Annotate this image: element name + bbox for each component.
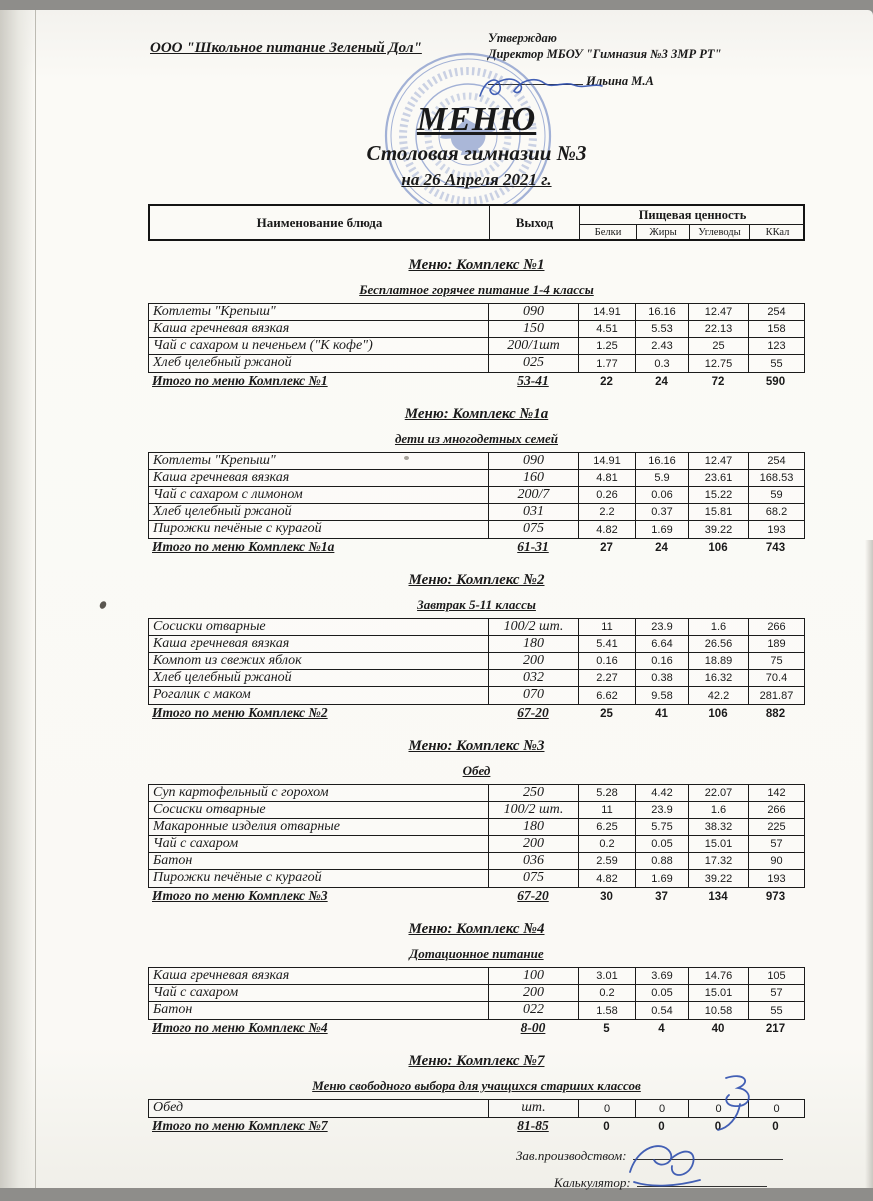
nutrition-value: 22.13 — [689, 321, 749, 338]
director-signature — [476, 72, 606, 106]
section-title: Меню: Комплекс №1 — [408, 257, 545, 273]
calculator-label: Калькулятор: — [554, 1175, 631, 1190]
total-value: 217 — [765, 1022, 786, 1035]
dish-name: Батон — [149, 1002, 489, 1019]
section-total-row — [148, 705, 805, 722]
nutrition-value: 266 — [749, 802, 804, 819]
col-header-fat: Жиры — [637, 225, 690, 239]
total-label: Итого по меню Комплекс №3 — [152, 888, 328, 903]
nutrition-value: 0.54 — [636, 1002, 689, 1019]
dish-name: Суп картофельный с горохом — [149, 785, 489, 802]
total-label: Итого по меню Комплекс №2 — [152, 705, 328, 720]
nutrition-value: 17.32 — [689, 853, 749, 870]
nutrition-value: 11 — [579, 802, 636, 819]
nutrition-value: 38.32 — [689, 819, 749, 836]
dish-name: Рогалик с маком — [149, 687, 489, 704]
dish-output: 100/2 шт. — [489, 802, 579, 819]
total-value: 0 — [772, 1120, 779, 1133]
dish-name: Чай с сахаром и печеньем ("К кофе") — [149, 338, 489, 355]
total-label: Итого по меню Комплекс №4 — [152, 1020, 328, 1035]
nutrition-value: 2.43 — [636, 338, 689, 355]
total-value: 22 — [600, 375, 613, 388]
total-value: 0 — [603, 1120, 610, 1133]
col-header-carbs: Углеводы — [690, 225, 750, 239]
nutrition-value: 55 — [770, 1004, 783, 1017]
production-manager-label: Зав.производством: — [516, 1148, 627, 1163]
nutrition-value: 5.41 — [579, 636, 636, 653]
section-subtitle: Обед — [462, 763, 491, 778]
document-content — [148, 30, 805, 1201]
nutrition-value: 105 — [749, 968, 804, 985]
paper-left-edge — [0, 10, 36, 1188]
section-total-row — [148, 373, 805, 390]
nutrition-value: 6.64 — [636, 636, 689, 653]
nutrition-value: 11 — [579, 619, 636, 636]
signature-scribble-complex7 — [700, 1072, 764, 1134]
total-value: 882 — [765, 707, 786, 720]
dish-output: 070 — [489, 687, 579, 704]
nutrition-value: 0.16 — [579, 653, 636, 670]
dish-name: Чай с сахаром — [149, 985, 489, 1002]
nutrition-value: 1.77 — [579, 355, 636, 372]
col-header-protein: Белки — [580, 225, 637, 239]
nutrition-value: 16.16 — [636, 453, 689, 470]
nutrition-value: 75 — [749, 653, 804, 670]
menu-date: на 26 Апреля 2021 г. — [401, 170, 552, 189]
dish-output: 022 — [489, 1002, 579, 1019]
dish-name: Каша гречневая вязкая — [149, 968, 489, 985]
dish-output: шт. — [489, 1100, 579, 1117]
nutrition-value: 4.42 — [636, 785, 689, 802]
total-value: 4 — [658, 1022, 665, 1035]
section-subtitle: Меню свободного выбора для учащихся старших классов — [312, 1078, 641, 1093]
nutrition-value: 0.3 — [636, 355, 689, 372]
nutrition-value: 25 — [689, 338, 749, 355]
nutrition-value: 14.91 — [579, 453, 636, 470]
nutrition-value: 281.87 — [759, 689, 794, 702]
nutrition-value: 57 — [749, 985, 804, 1002]
nutrition-value: 225 — [749, 819, 804, 836]
nutrition-value: 0 — [636, 1100, 689, 1117]
nutrition-value: 90 — [749, 853, 804, 870]
dish-output: 180 — [489, 819, 579, 836]
total-label: Итого по меню Комплекс №7 — [152, 1118, 328, 1133]
dish-output: 090 — [489, 304, 579, 321]
nutrition-value: 55 — [770, 357, 783, 370]
total-value: 40 — [711, 1022, 725, 1035]
dish-output: 100/2 шт. — [489, 619, 579, 636]
dish-output: 075 — [489, 521, 579, 538]
nutrition-value: 39.22 — [689, 521, 749, 538]
nutrition-value: 16.16 — [636, 304, 689, 321]
nutrition-value: 14.76 — [689, 968, 749, 985]
dish-name: Котлеты "Крепыш" — [149, 453, 489, 470]
menu-sections — [148, 255, 805, 1135]
section-title: Меню: Комплекс №1а — [404, 406, 549, 422]
nutrition-value: 14.91 — [579, 304, 636, 321]
nutrition-value: 266 — [749, 619, 804, 636]
col-header-dish: Наименование блюда — [150, 206, 490, 239]
nutrition-value: 3.69 — [636, 968, 689, 985]
dish-output: 150 — [489, 321, 579, 338]
total-value: 72 — [711, 375, 725, 388]
nutrition-value: 9.58 — [636, 687, 689, 704]
dish-name: Хлеб целебный ржаной — [149, 504, 489, 521]
nutrition-value: 0.38 — [636, 670, 689, 687]
nutrition-value: 15.01 — [689, 836, 749, 853]
total-value: 0 — [658, 1120, 665, 1133]
total-value: 973 — [765, 890, 786, 903]
dish-output: 200 — [489, 985, 579, 1002]
page-title: МЕНЮ — [416, 101, 537, 138]
dish-output: 090 — [489, 453, 579, 470]
col-header-kcal: ККал — [765, 226, 790, 238]
dish-output: 200/1шт — [489, 338, 579, 355]
nutrition-value: 0.26 — [579, 487, 636, 504]
section-total-row — [148, 888, 805, 905]
dish-name: Чай с сахаром — [149, 836, 489, 853]
dish-name: Чай с сахаром с лимоном — [149, 487, 489, 504]
col-header-nutrition: Пищевая ценность — [580, 206, 805, 225]
section-subtitle: дети из многодетных семей — [394, 431, 559, 446]
total-value: 0 — [714, 1120, 722, 1133]
nutrition-value: 18.89 — [689, 653, 749, 670]
dish-name: Котлеты "Крепыш" — [149, 304, 489, 321]
dish-output: 036 — [489, 853, 579, 870]
nutrition-value: 5.75 — [636, 819, 689, 836]
nutrition-value: 15.81 — [689, 504, 749, 521]
total-value: 24 — [655, 375, 668, 388]
nutrition-value: 2.59 — [579, 853, 636, 870]
nutrition-value: 1.25 — [579, 338, 636, 355]
col-header-output: Выход — [490, 206, 580, 239]
approval-word: Утверждаю — [488, 31, 557, 45]
menu-section — [148, 919, 805, 1037]
section-subtitle: Завтрак 5-11 классы — [417, 597, 536, 612]
footer — [148, 1147, 805, 1192]
nutrition-value: 3.01 — [579, 968, 636, 985]
section-title: Меню: Комплекс №3 — [408, 738, 545, 754]
company-name: ООО "Школьное питание Зеленый Дол" — [150, 40, 422, 56]
canteen-subtitle: Столовая гимназии №3 — [366, 141, 587, 165]
nutrition-value: 15.01 — [689, 985, 749, 1002]
section-title: Меню: Комплекс №2 — [408, 572, 545, 588]
nutrition-value: 12.47 — [689, 304, 749, 321]
nutrition-value: 1.69 — [636, 521, 689, 538]
menu-table — [148, 967, 805, 1020]
nutrition-value: 1.6 — [689, 802, 749, 819]
nutrition-value: 189 — [749, 636, 804, 653]
nutrition-value: 254 — [749, 304, 804, 321]
nutrition-value: 6.62 — [579, 687, 636, 704]
total-value: 25 — [600, 707, 613, 720]
nutrition-value: 5.9 — [636, 470, 689, 487]
dish-name: Пирожки печёные с курагой — [149, 521, 489, 538]
nutrition-value: 1.69 — [636, 870, 689, 887]
nutrition-value: 142 — [749, 785, 804, 802]
nutrition-value: 1.6 — [689, 619, 749, 636]
nutrition-value: 23.9 — [636, 802, 689, 819]
total-output: 53-41 — [517, 373, 549, 388]
nutrition-value: 0.2 — [579, 985, 636, 1002]
total-value: 27 — [600, 541, 613, 554]
total-value: 106 — [708, 707, 728, 720]
menu-table — [148, 303, 805, 373]
dish-output: 025 — [489, 355, 579, 372]
dish-output: 200/7 — [489, 487, 579, 504]
dish-name: Каша гречневая вязкая — [149, 636, 489, 653]
dish-output: 200 — [489, 653, 579, 670]
nutrition-value: 0.37 — [636, 504, 689, 521]
section-subtitle: Дотационное питание — [409, 946, 544, 961]
nutrition-value: 0 — [689, 1100, 749, 1117]
director-name: Ильина М.А — [586, 74, 654, 88]
total-value: 134 — [708, 890, 728, 903]
nutrition-value: 39.22 — [689, 870, 749, 887]
nutrition-value: 26.56 — [689, 636, 749, 653]
total-value: 743 — [765, 541, 786, 554]
nutrition-value: 0.05 — [636, 836, 689, 853]
total-value: 37 — [655, 890, 668, 903]
menu-table — [148, 452, 805, 539]
nutrition-value: 68.2 — [749, 504, 804, 521]
nutrition-value: 6.25 — [579, 819, 636, 836]
nutrition-value: 254 — [749, 453, 804, 470]
nutrition-value: 193 — [767, 872, 786, 885]
dish-output: 031 — [489, 504, 579, 521]
nutrition-value: 2.27 — [579, 670, 636, 687]
section-title: Меню: Комплекс №4 — [408, 921, 545, 937]
nutrition-value: 193 — [767, 523, 786, 536]
dish-name: Батон — [149, 853, 489, 870]
dish-name: Сосиски отварные — [149, 802, 489, 819]
menu-section — [148, 404, 805, 556]
calculator-signature — [622, 1138, 706, 1192]
nutrition-value: 10.58 — [689, 1002, 749, 1019]
dish-name: Каша гречневая вязкая — [149, 321, 489, 338]
nutrition-value: 0.05 — [636, 985, 689, 1002]
total-value: 106 — [708, 541, 728, 554]
section-title: Меню: Комплекс №7 — [408, 1053, 545, 1069]
approval-director-line: Директор МБОУ "Гимназия №3 ЗМР РТ" — [488, 47, 722, 61]
nutrition-value: 123 — [749, 338, 804, 355]
nutrition-value: 5.53 — [636, 321, 689, 338]
nutrition-value: 5.28 — [579, 785, 636, 802]
dish-name: Сосиски отварные — [149, 619, 489, 636]
dish-output: 075 — [489, 870, 579, 887]
nutrition-value: 4.82 — [579, 870, 636, 887]
total-output: 61-31 — [517, 539, 549, 554]
nutrition-value: 70.4 — [749, 670, 804, 687]
nutrition-value: 57 — [749, 836, 804, 853]
total-output: 8-00 — [520, 1020, 546, 1035]
dish-name: Макаронные изделия отварные — [149, 819, 489, 836]
total-label: Итого по меню Комплекс №1а — [152, 539, 335, 554]
menu-section — [148, 736, 805, 905]
nutrition-value: 23.61 — [689, 470, 749, 487]
nutrition-value: 0.06 — [636, 487, 689, 504]
total-value: 5 — [603, 1022, 610, 1035]
dish-name: Хлеб целебный ржаной — [149, 355, 489, 372]
section-subtitle: Бесплатное горячее питание 1-4 классы — [359, 282, 594, 297]
total-output: 67-20 — [517, 888, 549, 903]
nutrition-value: 168.53 — [749, 470, 804, 487]
total-value: 30 — [600, 890, 613, 903]
dish-name: Обед — [149, 1100, 489, 1117]
nutrition-value: 22.07 — [689, 785, 749, 802]
menu-section — [148, 255, 805, 390]
nutrition-value: 158 — [749, 321, 804, 338]
dish-output: 180 — [489, 636, 579, 653]
dish-output: 250 — [489, 785, 579, 802]
nutrition-value: 23.9 — [636, 619, 689, 636]
section-total-row — [148, 1020, 805, 1037]
dish-output: 160 — [489, 470, 579, 487]
nutrition-value: 0.2 — [579, 836, 636, 853]
nutrition-value: 4.51 — [579, 321, 636, 338]
menu-section — [148, 570, 805, 722]
dish-name: Компот из свежих яблок — [149, 653, 489, 670]
nutrition-value: 1.58 — [579, 1002, 636, 1019]
paper-right-edge — [865, 540, 873, 1188]
total-output: 67-20 — [517, 705, 549, 720]
nutrition-value: 0 — [773, 1102, 780, 1115]
menu-table — [148, 784, 805, 888]
total-label: Итого по меню Комплекс №1 — [152, 373, 328, 388]
nutrition-value: 2.2 — [579, 504, 636, 521]
total-value: 24 — [655, 541, 668, 554]
nutrition-value: 12.75 — [689, 355, 749, 372]
dish-output: 100 — [489, 968, 579, 985]
nutrition-value: 4.81 — [579, 470, 636, 487]
nutrition-value: 12.47 — [689, 453, 749, 470]
dish-name: Каша гречневая вязкая — [149, 470, 489, 487]
menu-table — [148, 618, 805, 705]
nutrition-value: 16.32 — [689, 670, 749, 687]
nutrition-value: 0 — [579, 1100, 636, 1117]
nutrition-value: 0.88 — [636, 853, 689, 870]
dish-name: Хлеб целебный ржаной — [149, 670, 489, 687]
total-value: 590 — [765, 375, 786, 388]
total-output: 81-85 — [517, 1118, 549, 1133]
nutrition-value: 59 — [749, 487, 804, 504]
total-value: 41 — [655, 707, 668, 720]
nutrition-value: 0.16 — [636, 653, 689, 670]
dish-name: Пирожки печёные с курагой — [149, 870, 489, 887]
dish-output: 200 — [489, 836, 579, 853]
main-table-header — [148, 204, 805, 241]
nutrition-value: 4.82 — [579, 521, 636, 538]
nutrition-value: 15.22 — [689, 487, 749, 504]
dish-output: 032 — [489, 670, 579, 687]
section-total-row — [148, 539, 805, 556]
nutrition-value: 42.2 — [689, 687, 749, 704]
